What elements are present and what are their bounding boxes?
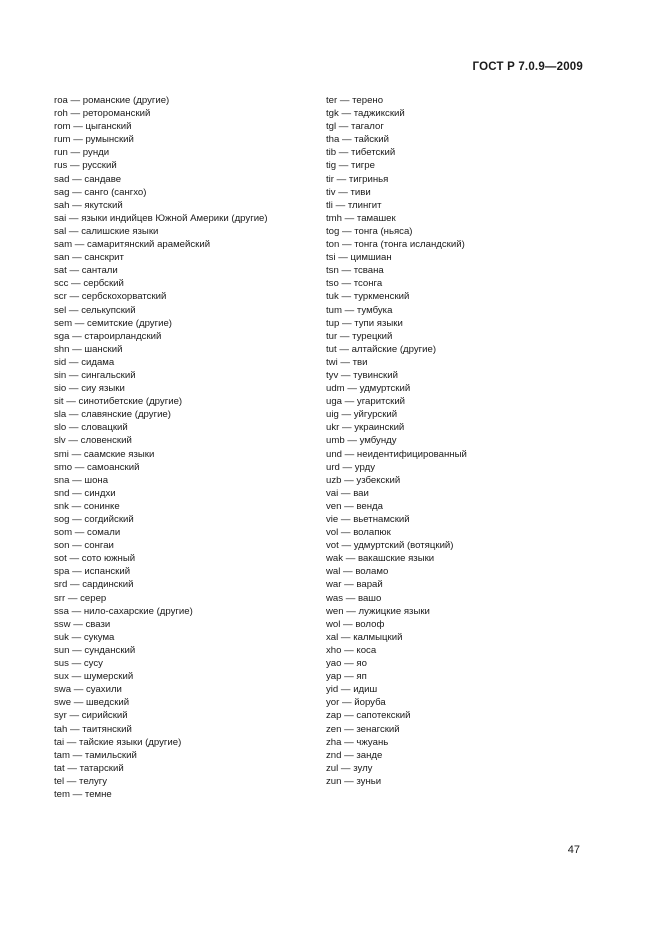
- language-entry: srr — серер: [54, 592, 107, 604]
- language-entry: tmh — тамашек: [326, 212, 396, 224]
- language-entry: tgl — тагалог: [326, 121, 384, 133]
- language-entry: roa — романские (другие): [54, 95, 170, 106]
- language-entry: san — санскрит: [54, 252, 124, 264]
- language-entry: yap — яп: [326, 671, 367, 683]
- language-entry: tup — тупи языки: [326, 317, 403, 329]
- language-entry: umb — умбунду: [326, 435, 397, 447]
- language-entry: uga — угаритский: [326, 396, 406, 408]
- language-entry: wak — вакашские языки: [326, 553, 435, 565]
- language-entry: tah — таитянский: [54, 723, 132, 735]
- language-entry: vie — вьетнамский: [326, 514, 410, 525]
- language-entry: tuk — туркменский: [326, 291, 410, 303]
- language-entry: sin — сингальский: [54, 369, 136, 381]
- language-entry: tha — тайский: [326, 134, 389, 146]
- language-entry: scc — сербский: [54, 278, 124, 290]
- language-entry: zul — зулу: [326, 762, 373, 774]
- language-entry: urd — урду: [326, 461, 375, 473]
- language-entry: sah — якутский: [54, 199, 123, 211]
- language-entry: sid — сидама: [54, 356, 115, 368]
- language-entry: suk — сукума: [54, 631, 115, 643]
- language-entry: tam — тамильский: [54, 749, 137, 761]
- language-entry: sux — шумерский: [54, 671, 134, 683]
- language-entry: sio — сиу языки: [54, 383, 125, 395]
- language-entry: wal — воламо: [326, 566, 389, 578]
- language-entry: tli — тлингит: [326, 199, 382, 211]
- language-entry: sus — сусу: [54, 658, 103, 670]
- language-entry: snk — сонинке: [54, 500, 120, 512]
- language-entry: tsi — цимшиан: [326, 252, 392, 264]
- language-entry: run — рунди: [54, 147, 110, 159]
- language-entry: tig — тигре: [326, 160, 375, 172]
- language-entry: sai — языки индийцев Южной Америки (другие): [54, 212, 268, 224]
- language-entry: sla — славянские (другие): [54, 409, 171, 421]
- language-entry: yor — йоруба: [326, 697, 386, 709]
- language-entry: swe — шведский: [54, 697, 130, 709]
- language-entry: sam — самаритянский арамейский: [54, 239, 211, 251]
- language-entry: ssw — свази: [54, 618, 111, 630]
- language-entry: was — вашо: [326, 592, 382, 604]
- language-entry: sot — сото южный: [54, 553, 136, 565]
- language-entry: wen — лужицкие языки: [326, 605, 430, 617]
- language-code-list-left: [54, 94, 268, 801]
- language-entry: tir — тигринья: [326, 173, 389, 185]
- language-entry: ton — тонга (тонга исландский): [326, 239, 465, 251]
- language-entry: srd — сардинский: [54, 579, 134, 591]
- language-entry: yid — идиш: [326, 684, 378, 696]
- language-entry: ssa — нило-сахарские (другие): [54, 605, 193, 617]
- language-entry: xal — калмыцкий: [326, 631, 403, 643]
- language-entry: shn — шанский: [54, 343, 123, 355]
- language-entry: sit — синотибетские (другие): [54, 396, 183, 408]
- language-entry: zha — чжуань: [326, 736, 389, 748]
- language-entry: syr — сирийский: [54, 710, 128, 722]
- language-entry: vai — ваи: [326, 487, 369, 499]
- language-entry: tem — темне: [54, 788, 112, 800]
- language-entry: tib — тибетский: [326, 147, 396, 159]
- language-entry: rus — русский: [54, 160, 117, 172]
- language-entry: snd — синдхи: [54, 487, 116, 499]
- language-entry: rom — цыганский: [54, 121, 132, 133]
- language-entry: vol — волапюк: [326, 527, 391, 539]
- language-entry: sag — санго (сангхо): [54, 186, 147, 198]
- language-entry: ukr — украинский: [326, 422, 405, 434]
- language-entry: sad — сандаве: [54, 173, 122, 185]
- language-entry: sal — салишские языки: [54, 225, 159, 237]
- language-entry: tiv — тиви: [326, 186, 371, 198]
- language-entry: zun — зуньи: [326, 775, 382, 787]
- language-entry: sog — согдийский: [54, 514, 134, 525]
- language-entry: tgk — таджикский: [326, 108, 405, 120]
- language-entry: zen — зенагский: [326, 723, 400, 735]
- language-entry: slo — словацкий: [54, 422, 128, 434]
- language-entry: tog — тонга (ньяса): [326, 225, 413, 237]
- language-entry: son — сонгаи: [54, 540, 114, 552]
- language-entry: tel — телугу: [54, 775, 108, 787]
- language-entry: yao — яо: [326, 658, 367, 670]
- language-entry: tai — тайские языки (другие): [54, 736, 182, 748]
- language-code-list-right: [326, 94, 467, 788]
- language-entry: smo — самоанский: [54, 461, 140, 473]
- language-entry: udm — удмуртский: [326, 383, 411, 395]
- language-entry: tut — алтайские (другие): [326, 343, 437, 355]
- language-entry: ter — терено: [326, 95, 384, 106]
- language-entry: tsn — тсвана: [326, 265, 384, 277]
- language-entry: znd — занде: [326, 749, 383, 761]
- language-entry: roh — ретороманский: [54, 108, 151, 120]
- language-entry: spa — испанский: [54, 566, 131, 578]
- language-entry: uzb — узбекский: [326, 474, 401, 486]
- language-entry: uig — уйгурский: [326, 409, 398, 421]
- document-header: ГОСТ Р 7.0.9—2009: [472, 61, 583, 73]
- language-entry: wol — волоф: [326, 618, 385, 630]
- language-entry: sat — сантали: [54, 265, 118, 277]
- language-entry: sna — шона: [54, 474, 109, 486]
- page-number: 47: [567, 844, 580, 856]
- language-entry: tso — тсонга: [326, 278, 383, 290]
- language-entry: sga — староирландский: [54, 330, 162, 342]
- language-entry: tat — татарский: [54, 762, 124, 774]
- language-entry: slv — словенский: [54, 435, 132, 447]
- language-entry: swa — суахили: [54, 684, 122, 696]
- language-entry: rum — румынский: [54, 134, 134, 146]
- language-entry: sun — сунданский: [54, 644, 136, 656]
- language-entry: zap — сапотекский: [326, 710, 411, 722]
- language-entry: xho — коса: [326, 644, 377, 656]
- language-entry: war — варай: [326, 579, 383, 591]
- language-entry: sem — семитские (другие): [54, 317, 172, 329]
- language-entry: som — сомали: [54, 527, 121, 539]
- language-entry: smi — саамские языки: [54, 448, 155, 460]
- language-entry: tur — турецкий: [326, 330, 393, 342]
- language-entry: und — неидентифицированный: [326, 448, 467, 460]
- language-entry: vot — удмуртский (вотяцкий): [326, 540, 454, 552]
- language-entry: scr — сербскохорватский: [54, 291, 167, 303]
- language-entry: ven — венда: [326, 500, 383, 512]
- language-entry: twi — тви: [326, 356, 368, 368]
- language-entry: sel — селькупский: [54, 304, 136, 316]
- language-entry: tyv — тувинский: [326, 369, 398, 381]
- language-entry: tum — тумбука: [326, 304, 393, 316]
